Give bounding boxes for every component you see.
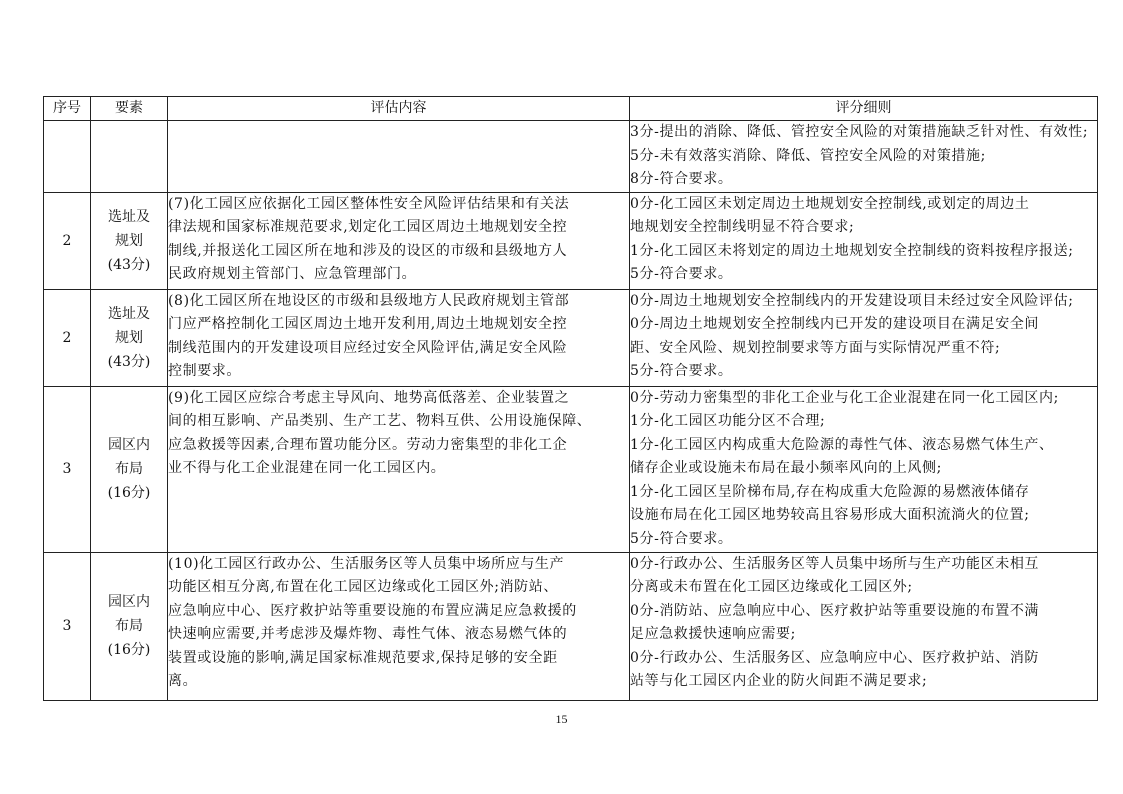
row-content (168, 289, 630, 386)
scoring-line: 0分-化工园区未划定周边土地规划安全控制线,或划定的周边土 (630, 195, 1030, 212)
scoring-line: 5分-符合要求。 (630, 266, 733, 282)
header-scoring: 评分细则 (630, 97, 1098, 121)
scoring-line: 3分-提出的消除、降低、管控安全风险的对策措施缺乏针对性、有效性; (630, 124, 1089, 140)
scoring-line: 1分-化工园区未将划定的周边土地规划安全控制线的资料按程序报送; (630, 242, 1074, 259)
scoring-line: 足应急救援快速响应需要; (630, 626, 796, 642)
content-line: 装置或设施的影响,满足国家标准规范要求,保持足够的安全距 (168, 649, 558, 666)
row-element (91, 289, 168, 386)
row-element (91, 552, 168, 700)
content-line: 控制要求。 (168, 363, 241, 379)
scoring-line: 距、安全风险、规划控制要求等方面与实际情况严重不符; (630, 339, 1001, 356)
scoring-line: 设施布局在化工园区地势较高且容易形成大面积流淌火的位置; (630, 507, 1030, 523)
content-line: (10)化工园区行政办公、生活服务区等人员集中场所应与生产 (168, 555, 565, 572)
content-line: 业不得与化工企业混建在同一化工园区内。 (168, 460, 446, 476)
table-row (44, 289, 1098, 386)
scoring-line: 0分-行政办公、生活服务区、应急响应中心、医疗救护站、消防 (630, 649, 1040, 666)
content-line: 快速响应需要,并考虑涉及爆炸物、毒性气体、液态易燃气体的 (168, 626, 568, 642)
row-content (168, 192, 630, 289)
content-line: (8)化工园区所在地设区的市级和县级地方人民政府规划主管部 (168, 292, 570, 309)
content-line: 门应严格控制化工园区周边土地开发利用,周边土地规划安全控 (168, 316, 568, 332)
scoring-line: 地规划安全控制线明显不符合要求; (630, 219, 855, 235)
table-row (44, 386, 1098, 552)
content-line: 律法规和国家标准规范要求,划定化工园区周边土地规划安全控 (168, 219, 568, 235)
page-number: 15 (555, 712, 568, 726)
header-no: 序号 (44, 97, 91, 121)
row-number: 2 (44, 192, 91, 289)
scoring-line: 5分-符合要求。 (630, 530, 733, 547)
scoring-line: 0分-行政办公、生活服务区等人员集中场所与生产功能区未相互 (630, 555, 1040, 572)
element-line: (43分) (107, 353, 151, 370)
scoring-line: 1分-化工园区呈阶梯布局,存在构成重大危险源的易燃液体储存 (630, 483, 1030, 500)
scoring-line: 1分-化工园区功能分区不合理; (630, 413, 826, 429)
row-scoring (630, 386, 1098, 552)
row-content (168, 386, 630, 552)
row-scoring (630, 289, 1098, 386)
content-line: (9)化工园区应综合考虑主导风向、地势高低落差、企业装置之 (168, 389, 570, 406)
row-scoring (630, 552, 1098, 700)
element-line: 布局 (115, 461, 143, 477)
scoring-line: 0分-周边土地规划安全控制线内已开发的建设项目在满足安全间 (630, 316, 1040, 332)
row-element (91, 386, 168, 552)
row-number: 2 (44, 289, 91, 386)
content-line: 离。 (168, 673, 198, 689)
header-content: 评估内容 (168, 97, 630, 121)
table-header-row (44, 97, 1098, 121)
row-content (168, 121, 630, 193)
scoring-line: 0分-消防站、应急响应中心、医疗救护站等重要设施的布置不满 (630, 602, 1040, 619)
content-line: 制线,并报送化工园区所在地和涉及的设区的市级和县级地方人 (168, 242, 568, 259)
element-line: 规划 (115, 232, 143, 249)
evaluation-table (43, 96, 1098, 701)
scoring-line: 站等与化工园区内企业的防火间距不满足要求; (630, 673, 928, 689)
row-number: 3 (44, 552, 91, 700)
content-line: 制线范围内的开发建设项目应经过安全风险评估,满足安全风险 (168, 339, 568, 356)
element-line: 园区内 (108, 437, 150, 453)
row-content (168, 552, 630, 700)
row-scoring (630, 121, 1098, 193)
scoring-line: 5分-符合要求。 (630, 363, 733, 379)
element-line: 规划 (115, 329, 143, 346)
element-line: (16分) (107, 642, 151, 658)
row-number: 3 (44, 386, 91, 552)
content-line: 应急响应中心、医疗救护站等重要设施的布置应满足应急救援的 (168, 602, 577, 619)
row-element (91, 192, 168, 289)
scoring-line: 8分-符合要求。 (630, 171, 733, 187)
element-line: 选址及 (108, 305, 150, 322)
header-element: 要素 (91, 97, 168, 121)
table-row (44, 192, 1098, 289)
scoring-line: 0分-劳动力密集型的非化工企业与化工企业混建在同一化工园区内; (630, 389, 1059, 406)
table-row (44, 121, 1098, 193)
scoring-line: 储存企业或设施未布局在最小频率风向的上风侧; (630, 460, 942, 476)
element-line: (16分) (107, 485, 151, 501)
table-row (44, 552, 1098, 700)
scoring-line: 5分-未有效落实消除、降低、管控安全风险的对策措施; (630, 147, 986, 164)
content-line: 应急救援等因素,合理布置功能分区。劳动力密集型的非化工企 (168, 436, 568, 453)
content-line: 功能区相互分离,布置在化工园区边缘或化工园区外;消防站、 (168, 579, 558, 595)
row-scoring (630, 192, 1098, 289)
scoring-line: 0分-周边土地规划安全控制线内的开发建设项目未经过安全风险评估; (630, 292, 1074, 309)
element-line: (43分) (107, 256, 151, 273)
content-line: (7)化工园区应依据化工园区整体性安全风险评估结果和有关法 (168, 195, 570, 212)
scoring-line: 1分-化工园区内构成重大危险源的毒性气体、液态易燃气体生产、 (630, 436, 1054, 453)
scoring-line: 分离或未布置在化工园区边缘或化工园区外; (630, 579, 913, 595)
row-number (44, 121, 91, 193)
table-body (44, 121, 1098, 701)
element-line: 选址及 (108, 208, 150, 225)
element-line: 布局 (115, 618, 143, 634)
content-line: 民政府规划主管部门、应急管理部门。 (168, 266, 417, 282)
content-line: 间的相互影响、产品类别、生产工艺、物料互供、公用设施保障、 (168, 413, 592, 429)
element-line: 园区内 (108, 594, 150, 610)
row-element (91, 121, 168, 193)
